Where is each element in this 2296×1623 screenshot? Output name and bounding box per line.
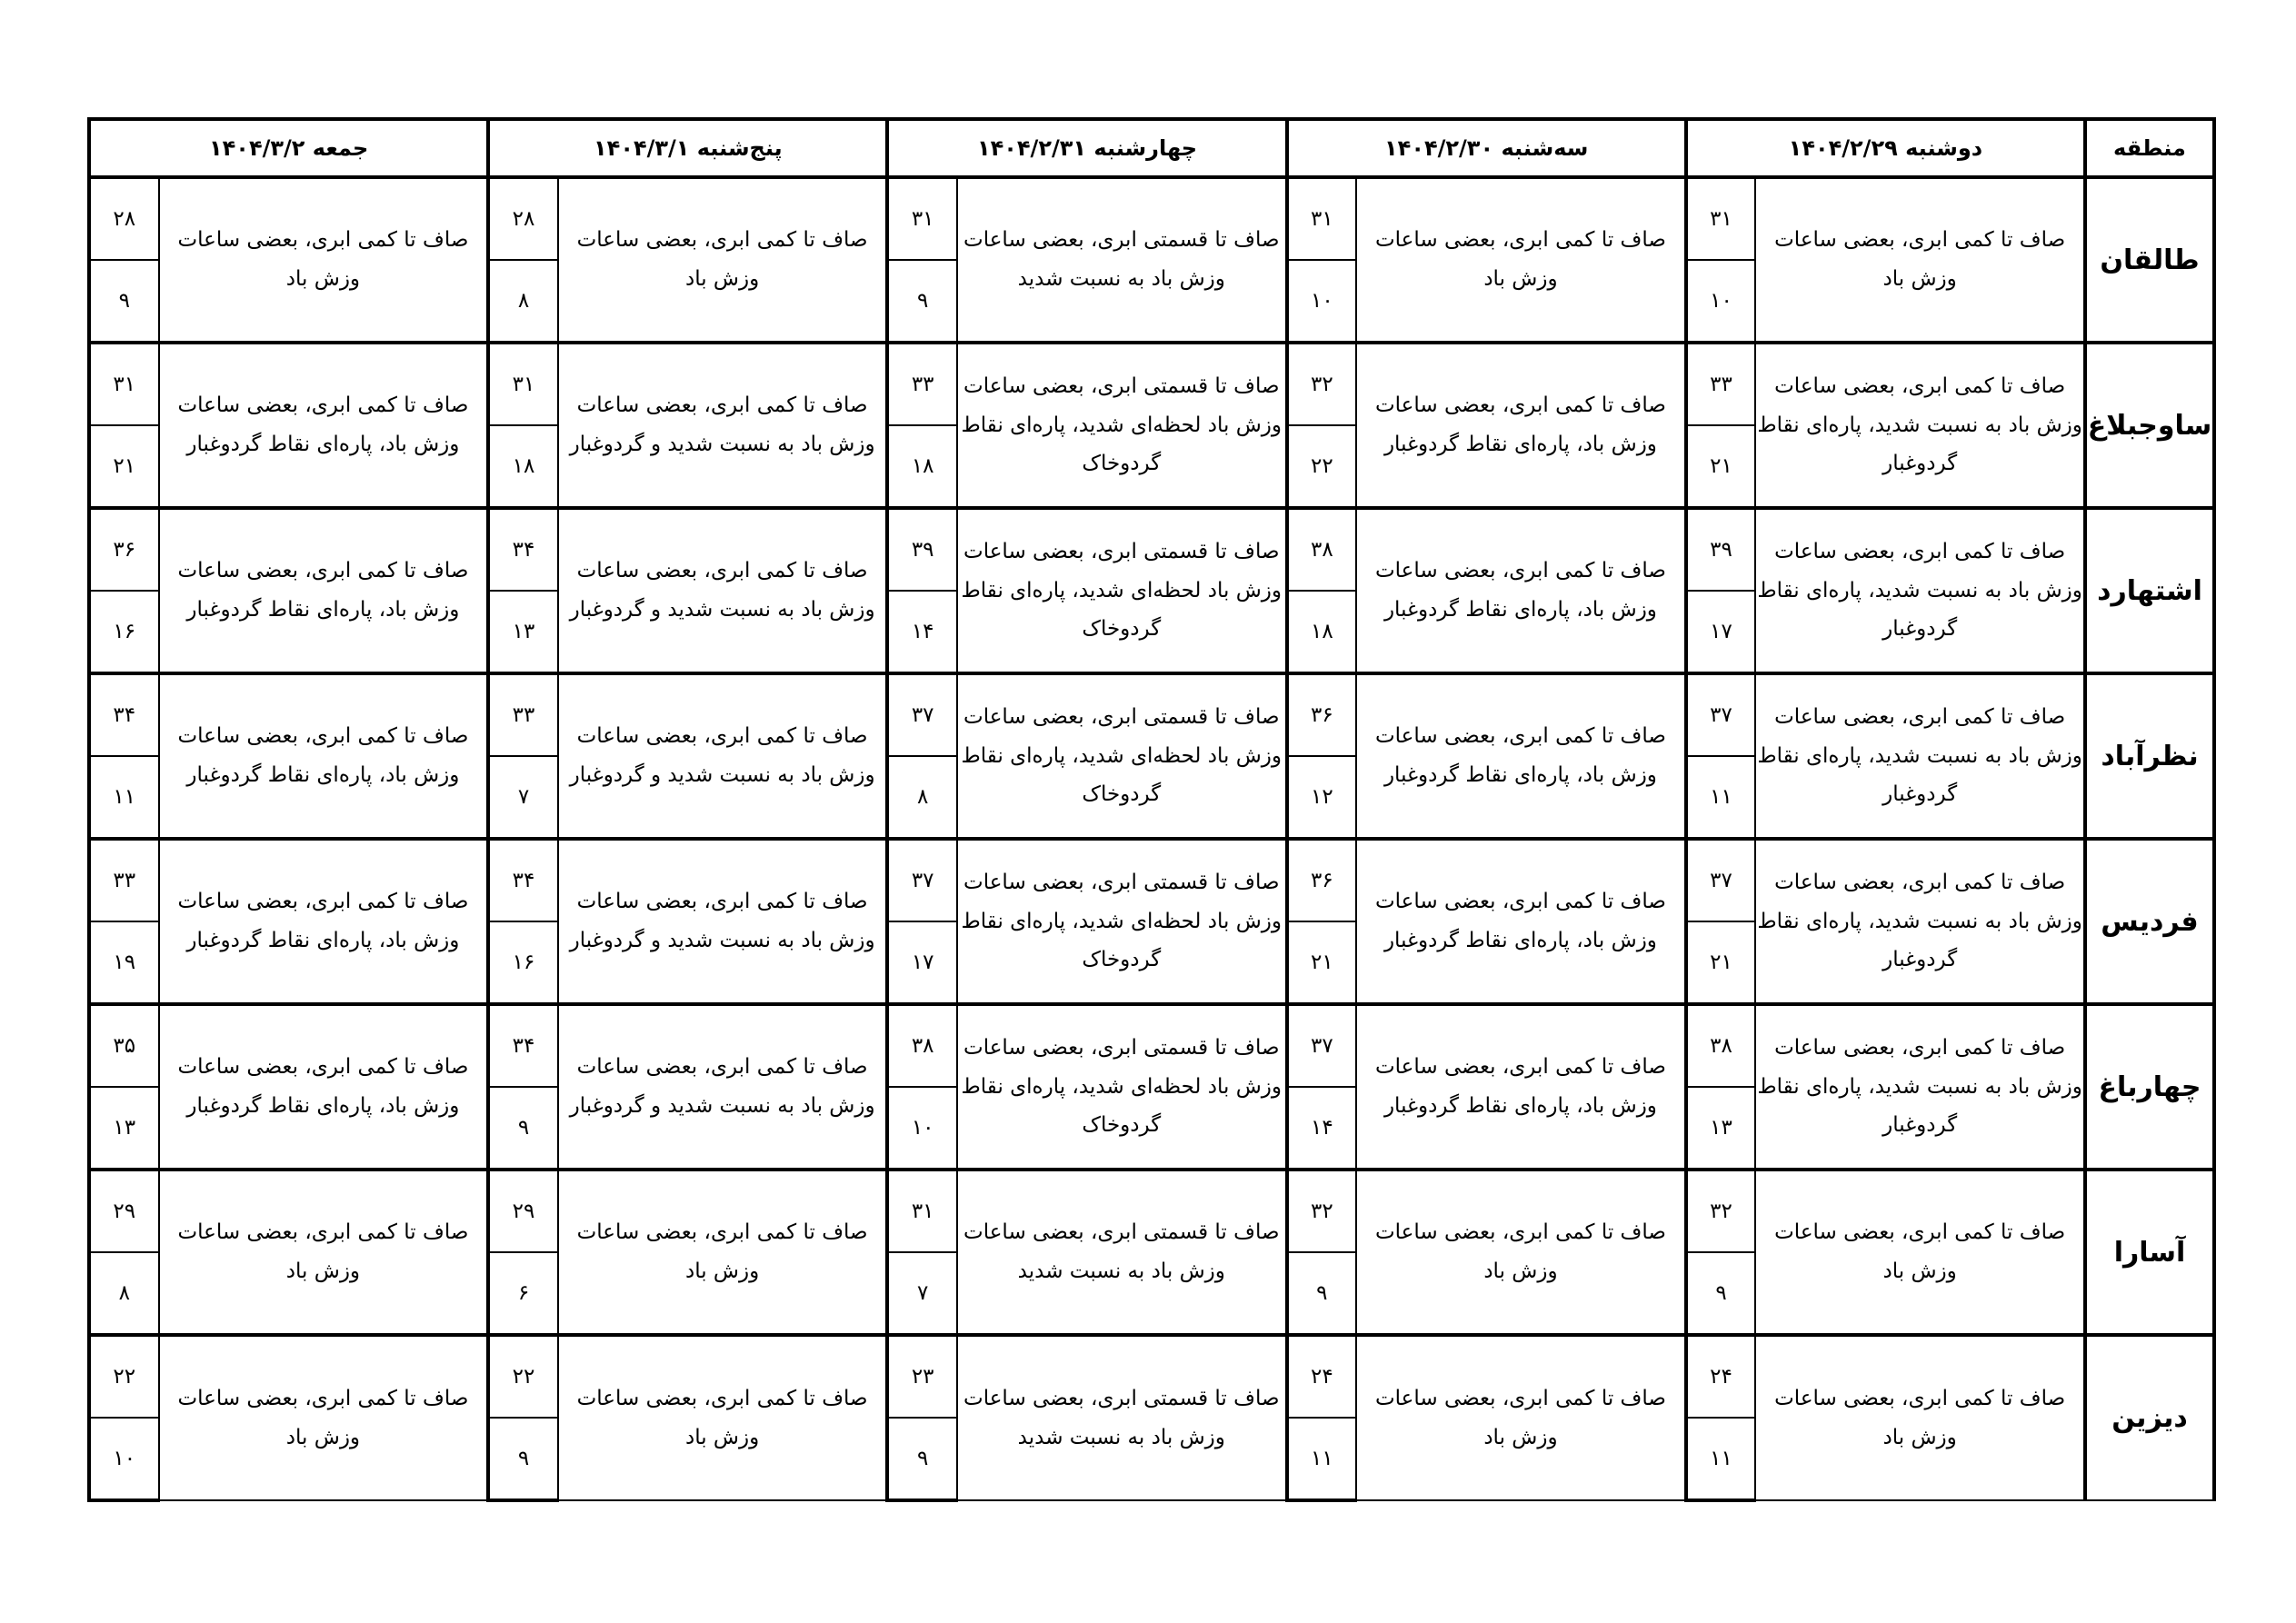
max-temperature: ۲۴ <box>1686 1335 1755 1418</box>
forecast-description: صاف تا کمی ابری، بعضی ساعات وزش باد، پاره‌ای نقاط گردوغبار <box>1356 839 1686 1004</box>
min-temperature: ۹ <box>1287 1252 1356 1335</box>
min-temperature: ۹ <box>488 1418 557 1500</box>
min-temperature: ۷ <box>887 1252 956 1335</box>
max-temperature: ۲۴ <box>1287 1335 1356 1418</box>
min-temperature: ۱۳ <box>488 591 557 673</box>
min-temperature: ۲۱ <box>1287 921 1356 1004</box>
max-temperature: ۲۲ <box>89 1335 159 1418</box>
forecast-description: صاف تا کمی ابری، بعضی ساعات وزش باد <box>159 177 489 343</box>
forecast-description: صاف تا کمی ابری، بعضی ساعات وزش باد به نسبت شدید، پاره‌ای نقاط گردوغبار <box>1755 673 2085 839</box>
max-temperature: ۳۸ <box>1287 508 1356 591</box>
header-row <box>89 119 2214 177</box>
max-temperature: ۳۲ <box>1287 1170 1356 1252</box>
forecast-description: صاف تا کمی ابری، بعضی ساعات وزش باد به نسبت شدید، پاره‌ای نقاط گردوغبار <box>1755 839 2085 1004</box>
max-temperature: ۳۴ <box>488 508 557 591</box>
region-name: دیزین <box>2085 1335 2214 1500</box>
max-temperature: ۳۷ <box>1686 839 1755 921</box>
forecast-description: صاف تا کمی ابری، بعضی ساعات وزش باد <box>1755 1335 2085 1500</box>
forecast-description: صاف تا کمی ابری، بعضی ساعات وزش باد به نسبت شدید و گردوغبار <box>558 1004 888 1170</box>
region-header: منطقه <box>2085 119 2214 177</box>
min-temperature: ۸ <box>89 1252 159 1335</box>
min-temperature: ۱۸ <box>488 425 557 508</box>
forecast-description: صاف تا کمی ابری، بعضی ساعات وزش باد <box>159 1170 489 1335</box>
table-row <box>89 673 2214 756</box>
min-temperature: ۲۱ <box>89 425 159 508</box>
min-temperature: ۱۴ <box>887 591 956 673</box>
max-temperature: ۲۸ <box>89 177 159 260</box>
forecast-description: صاف تا کمی ابری، بعضی ساعات وزش باد، پاره‌ای نقاط گردوغبار <box>159 1004 489 1170</box>
forecast-description: صاف تا کمی ابری، بعضی ساعات وزش باد، پاره‌ای نقاط گردوغبار <box>159 839 489 1004</box>
forecast-description: صاف تا کمی ابری، بعضی ساعات وزش باد به نسبت شدید و گردوغبار <box>558 673 888 839</box>
forecast-description: صاف تا کمی ابری، بعضی ساعات وزش باد، پاره‌ای نقاط گردوغبار <box>159 508 489 673</box>
min-temperature: ۱۰ <box>89 1418 159 1500</box>
max-temperature: ۳۱ <box>887 1170 956 1252</box>
forecast-description: صاف تا کمی ابری، بعضی ساعات وزش باد <box>1755 177 2085 343</box>
min-temperature: ۹ <box>887 1418 956 1500</box>
max-temperature: ۳۶ <box>1287 673 1356 756</box>
forecast-description: صاف تا کمی ابری، بعضی ساعات وزش باد <box>1356 1335 1686 1500</box>
table-row <box>89 177 2214 260</box>
max-temperature: ۳۴ <box>89 673 159 756</box>
max-temperature: ۳۶ <box>1287 839 1356 921</box>
region-name: ساوجبلاغ <box>2085 343 2214 508</box>
forecast-description: صاف تا کمی ابری، بعضی ساعات وزش باد <box>1356 1170 1686 1335</box>
max-temperature: ۳۹ <box>1686 508 1755 591</box>
forecast-description: صاف تا کمی ابری، بعضی ساعات وزش باد، پاره‌ای نقاط گردوغبار <box>1356 1004 1686 1170</box>
min-temperature: ۱۱ <box>1686 1418 1755 1500</box>
max-temperature: ۳۸ <box>887 1004 956 1087</box>
forecast-description: صاف تا کمی ابری، بعضی ساعات وزش باد <box>1356 177 1686 343</box>
min-temperature: ۱۷ <box>1686 591 1755 673</box>
min-temperature: ۱۸ <box>887 425 956 508</box>
table-row <box>89 508 2214 591</box>
min-temperature: ۱۰ <box>1686 260 1755 343</box>
min-temperature: ۱۷ <box>887 921 956 1004</box>
max-temperature: ۳۲ <box>1287 343 1356 425</box>
min-temperature: ۹ <box>89 260 159 343</box>
max-temperature: ۲۲ <box>488 1335 557 1418</box>
day-header: دوشنبه ۱۴۰۴/۲/۲۹ <box>1686 119 2085 177</box>
max-temperature: ۳۶ <box>89 508 159 591</box>
min-temperature: ۷ <box>488 756 557 839</box>
max-temperature: ۳۸ <box>1686 1004 1755 1087</box>
max-temperature: ۳۱ <box>89 343 159 425</box>
forecast-description: صاف تا قسمتی ابری، بعضی ساعات وزش باد لحظه‌ای شدید، پاره‌ای نقاط گردوخاک <box>957 1004 1287 1170</box>
min-temperature: ۱۱ <box>1686 756 1755 839</box>
day-header: پنج‌شنبه ۱۴۰۴/۳/۱ <box>488 119 887 177</box>
region-name: چهارباغ <box>2085 1004 2214 1170</box>
max-temperature: ۳۴ <box>488 1004 557 1087</box>
min-temperature: ۶ <box>488 1252 557 1335</box>
forecast-description: صاف تا قسمتی ابری، بعضی ساعات وزش باد لحظه‌ای شدید، پاره‌ای نقاط گردوخاک <box>957 673 1287 839</box>
min-temperature: ۱۴ <box>1287 1087 1356 1170</box>
forecast-description: صاف تا کمی ابری، بعضی ساعات وزش باد، پاره‌ای نقاط گردوغبار <box>1356 508 1686 673</box>
day-header: سه‌شنبه ۱۴۰۴/۲/۳۰ <box>1287 119 1686 177</box>
forecast-description: صاف تا کمی ابری، بعضی ساعات وزش باد به نسبت شدید و گردوغبار <box>558 839 888 1004</box>
min-temperature: ۸ <box>887 756 956 839</box>
region-name: نظرآباد <box>2085 673 2214 839</box>
table-row <box>89 1335 2214 1418</box>
max-temperature: ۳۱ <box>488 343 557 425</box>
max-temperature: ۳۷ <box>1686 673 1755 756</box>
table-row <box>89 1170 2214 1252</box>
forecast-description: صاف تا قسمتی ابری، بعضی ساعات وزش باد لحظه‌ای شدید، پاره‌ای نقاط گردوخاک <box>957 508 1287 673</box>
forecast-description: صاف تا قسمتی ابری، بعضی ساعات وزش باد لحظه‌ای شدید، پاره‌ای نقاط گردوخاک <box>957 343 1287 508</box>
min-temperature: ۹ <box>887 260 956 343</box>
min-temperature: ۲۱ <box>1686 921 1755 1004</box>
forecast-description: صاف تا قسمتی ابری، بعضی ساعات وزش باد به نسبت شدید <box>957 1335 1287 1500</box>
forecast-description: صاف تا کمی ابری، بعضی ساعات وزش باد، پاره‌ای نقاط گردوغبار <box>159 343 489 508</box>
region-name: آسارا <box>2085 1170 2214 1335</box>
max-temperature: ۳۷ <box>1287 1004 1356 1087</box>
table-body <box>89 177 2214 1500</box>
max-temperature: ۳۱ <box>887 177 956 260</box>
forecast-description: صاف تا کمی ابری، بعضی ساعات وزش باد <box>1755 1170 2085 1335</box>
forecast-description: صاف تا کمی ابری، بعضی ساعات وزش باد <box>558 177 888 343</box>
max-temperature: ۳۹ <box>887 508 956 591</box>
table-header <box>89 119 2214 177</box>
max-temperature: ۳۷ <box>887 839 956 921</box>
max-temperature: ۲۳ <box>887 1335 956 1418</box>
day-header: چهارشنبه ۱۴۰۴/۲/۳۱ <box>887 119 1286 177</box>
min-temperature: ۱۲ <box>1287 756 1356 839</box>
max-temperature: ۳۲ <box>1686 1170 1755 1252</box>
min-temperature: ۱۰ <box>887 1087 956 1170</box>
forecast-description: صاف تا کمی ابری، بعضی ساعات وزش باد به نسبت شدید، پاره‌ای نقاط گردوغبار <box>1755 343 2085 508</box>
min-temperature: ۲۲ <box>1287 425 1356 508</box>
min-temperature: ۱۳ <box>89 1087 159 1170</box>
max-temperature: ۳۳ <box>887 343 956 425</box>
table-row <box>89 839 2214 921</box>
forecast-description: صاف تا قسمتی ابری، بعضی ساعات وزش باد به نسبت شدید <box>957 1170 1287 1335</box>
min-temperature: ۱۹ <box>89 921 159 1004</box>
region-name: طالقان <box>2085 177 2214 343</box>
min-temperature: ۸ <box>488 260 557 343</box>
forecast-description: صاف تا کمی ابری، بعضی ساعات وزش باد <box>558 1170 888 1335</box>
max-temperature: ۳۷ <box>887 673 956 756</box>
forecast-description: صاف تا کمی ابری، بعضی ساعات وزش باد به نسبت شدید و گردوغبار <box>558 343 888 508</box>
forecast-description: صاف تا قسمتی ابری، بعضی ساعات وزش باد لحظه‌ای شدید، پاره‌ای نقاط گردوخاک <box>957 839 1287 1004</box>
forecast-description: صاف تا کمی ابری، بعضی ساعات وزش باد، پاره‌ای نقاط گردوغبار <box>159 673 489 839</box>
region-name: فردیس <box>2085 839 2214 1004</box>
forecast-description: صاف تا کمی ابری، بعضی ساعات وزش باد به نسبت شدید، پاره‌ای نقاط گردوغبار <box>1755 1004 2085 1170</box>
max-temperature: ۲۸ <box>488 177 557 260</box>
forecast-description: صاف تا کمی ابری، بعضی ساعات وزش باد، پاره‌ای نقاط گردوغبار <box>1356 673 1686 839</box>
forecast-description: صاف تا کمی ابری، بعضی ساعات وزش باد، پاره‌ای نقاط گردوغبار <box>1356 343 1686 508</box>
max-temperature: ۳۵ <box>89 1004 159 1087</box>
min-temperature: ۹ <box>1686 1252 1755 1335</box>
min-temperature: ۱۶ <box>488 921 557 1004</box>
forecast-description: صاف تا قسمتی ابری، بعضی ساعات وزش باد به نسبت شدید <box>957 177 1287 343</box>
max-temperature: ۳۳ <box>1686 343 1755 425</box>
table-row <box>89 343 2214 425</box>
min-temperature: ۱۰ <box>1287 260 1356 343</box>
forecast-table <box>87 117 2216 1502</box>
region-name: اشتهارد <box>2085 508 2214 673</box>
max-temperature: ۳۱ <box>1686 177 1755 260</box>
table-row <box>89 1004 2214 1087</box>
max-temperature: ۳۳ <box>89 839 159 921</box>
max-temperature: ۳۴ <box>488 839 557 921</box>
forecast-description: صاف تا کمی ابری، بعضی ساعات وزش باد به نسبت شدید، پاره‌ای نقاط گردوغبار <box>1755 508 2085 673</box>
max-temperature: ۲۹ <box>488 1170 557 1252</box>
forecast-description: صاف تا کمی ابری، بعضی ساعات وزش باد <box>558 1335 888 1500</box>
min-temperature: ۱۶ <box>89 591 159 673</box>
forecast-description: صاف تا کمی ابری، بعضی ساعات وزش باد به نسبت شدید و گردوغبار <box>558 508 888 673</box>
min-temperature: ۱۱ <box>89 756 159 839</box>
forecast-description: صاف تا کمی ابری، بعضی ساعات وزش باد <box>159 1335 489 1500</box>
max-temperature: ۲۹ <box>89 1170 159 1252</box>
max-temperature: ۳۳ <box>488 673 557 756</box>
min-temperature: ۲۱ <box>1686 425 1755 508</box>
max-temperature: ۳۱ <box>1287 177 1356 260</box>
min-temperature: ۹ <box>488 1087 557 1170</box>
min-temperature: ۱۳ <box>1686 1087 1755 1170</box>
day-header: جمعه ۱۴۰۴/۳/۲ <box>89 119 488 177</box>
min-temperature: ۱۱ <box>1287 1418 1356 1500</box>
min-temperature: ۱۸ <box>1287 591 1356 673</box>
